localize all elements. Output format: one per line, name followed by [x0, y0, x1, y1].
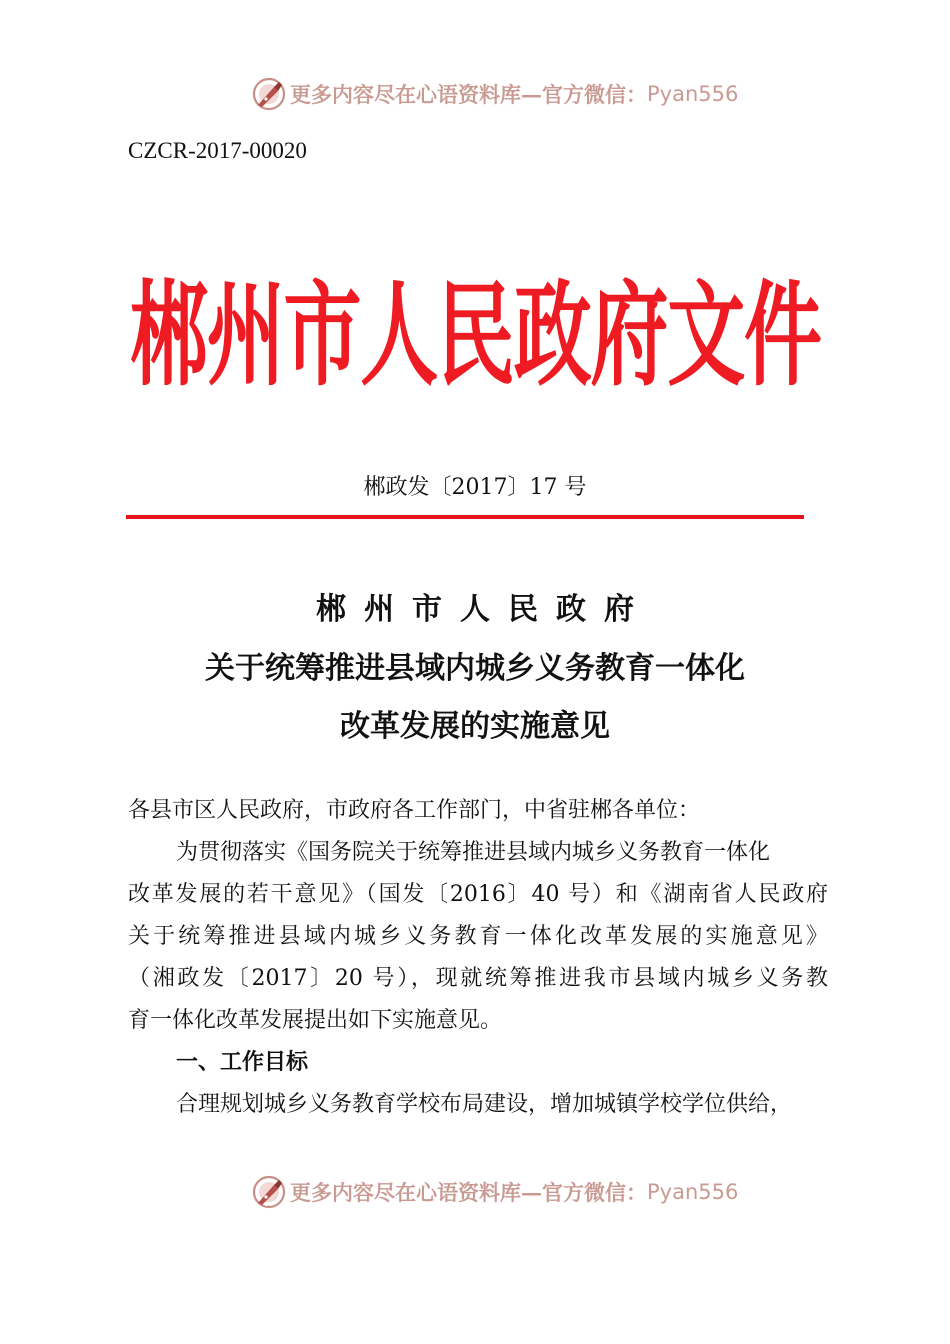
title-subject-line1: 关于统筹推进县域内城乡义务教育一体化: [205, 651, 745, 686]
red-header-title: [130, 262, 823, 412]
paragraph-line: （湘政发〔2017〕20 号），现就统筹推进我市县域内城乡义务教: [128, 966, 828, 991]
document-title: [0, 586, 950, 752]
red-header-char: 州: [206, 271, 285, 403]
salutation: 各县市区人民政府，市政府各工作部门，中省驻郴各单位：: [128, 798, 701, 823]
watermark-top: [252, 74, 772, 114]
red-divider-line: [126, 515, 804, 519]
pen-nib-logo-icon: [252, 1175, 286, 1209]
red-header-char: 市: [283, 271, 362, 403]
title-subject-line2: 改革发展的实施意见: [340, 709, 610, 744]
paragraph-line: 育一体化改革发展提出如下实施意见。: [128, 1008, 503, 1033]
red-header-char: 件: [744, 271, 823, 403]
watermark-text: 更多内容尽在心语资料库—官方微信：: [290, 82, 647, 107]
watermark-wechat-id: Pyan556: [647, 1180, 739, 1204]
red-header-char: 政: [513, 271, 592, 403]
red-header-char: 郴: [130, 271, 209, 403]
document-number: 郴政发〔2017〕17 号: [363, 475, 587, 500]
watermark-wechat-id: Pyan556: [647, 82, 739, 106]
red-header-char: 文: [667, 271, 746, 403]
section-heading: 一、工作目标: [176, 1050, 309, 1075]
watermark-bottom: [252, 1172, 772, 1212]
red-header-char: 人: [360, 271, 439, 403]
paragraph-line: 合理规划城乡义务教育学校布局建设，增加城镇学校学位供给，: [176, 1092, 793, 1117]
paragraph-line: 改革发展的若干意见》（国发〔2016〕40 号）和《湖南省人民政府: [128, 882, 828, 907]
paragraph-line: 关于统筹推进县域内城乡义务教育一体化改革发展的实施意见》: [128, 924, 828, 949]
document-code: CZCR-2017-00020: [128, 138, 307, 163]
red-header-char: 民: [437, 271, 516, 403]
red-header-char: 府: [590, 271, 669, 403]
paragraph-line: 为贯彻落实《国务院关于统筹推进县域内城乡义务教育一体化: [176, 840, 771, 865]
title-issuer: 郴州市人民政府: [316, 592, 652, 627]
watermark-text: 更多内容尽在心语资料库—官方微信：: [290, 1180, 647, 1205]
pen-nib-logo-icon: [252, 77, 286, 111]
document-body: [128, 790, 828, 1126]
